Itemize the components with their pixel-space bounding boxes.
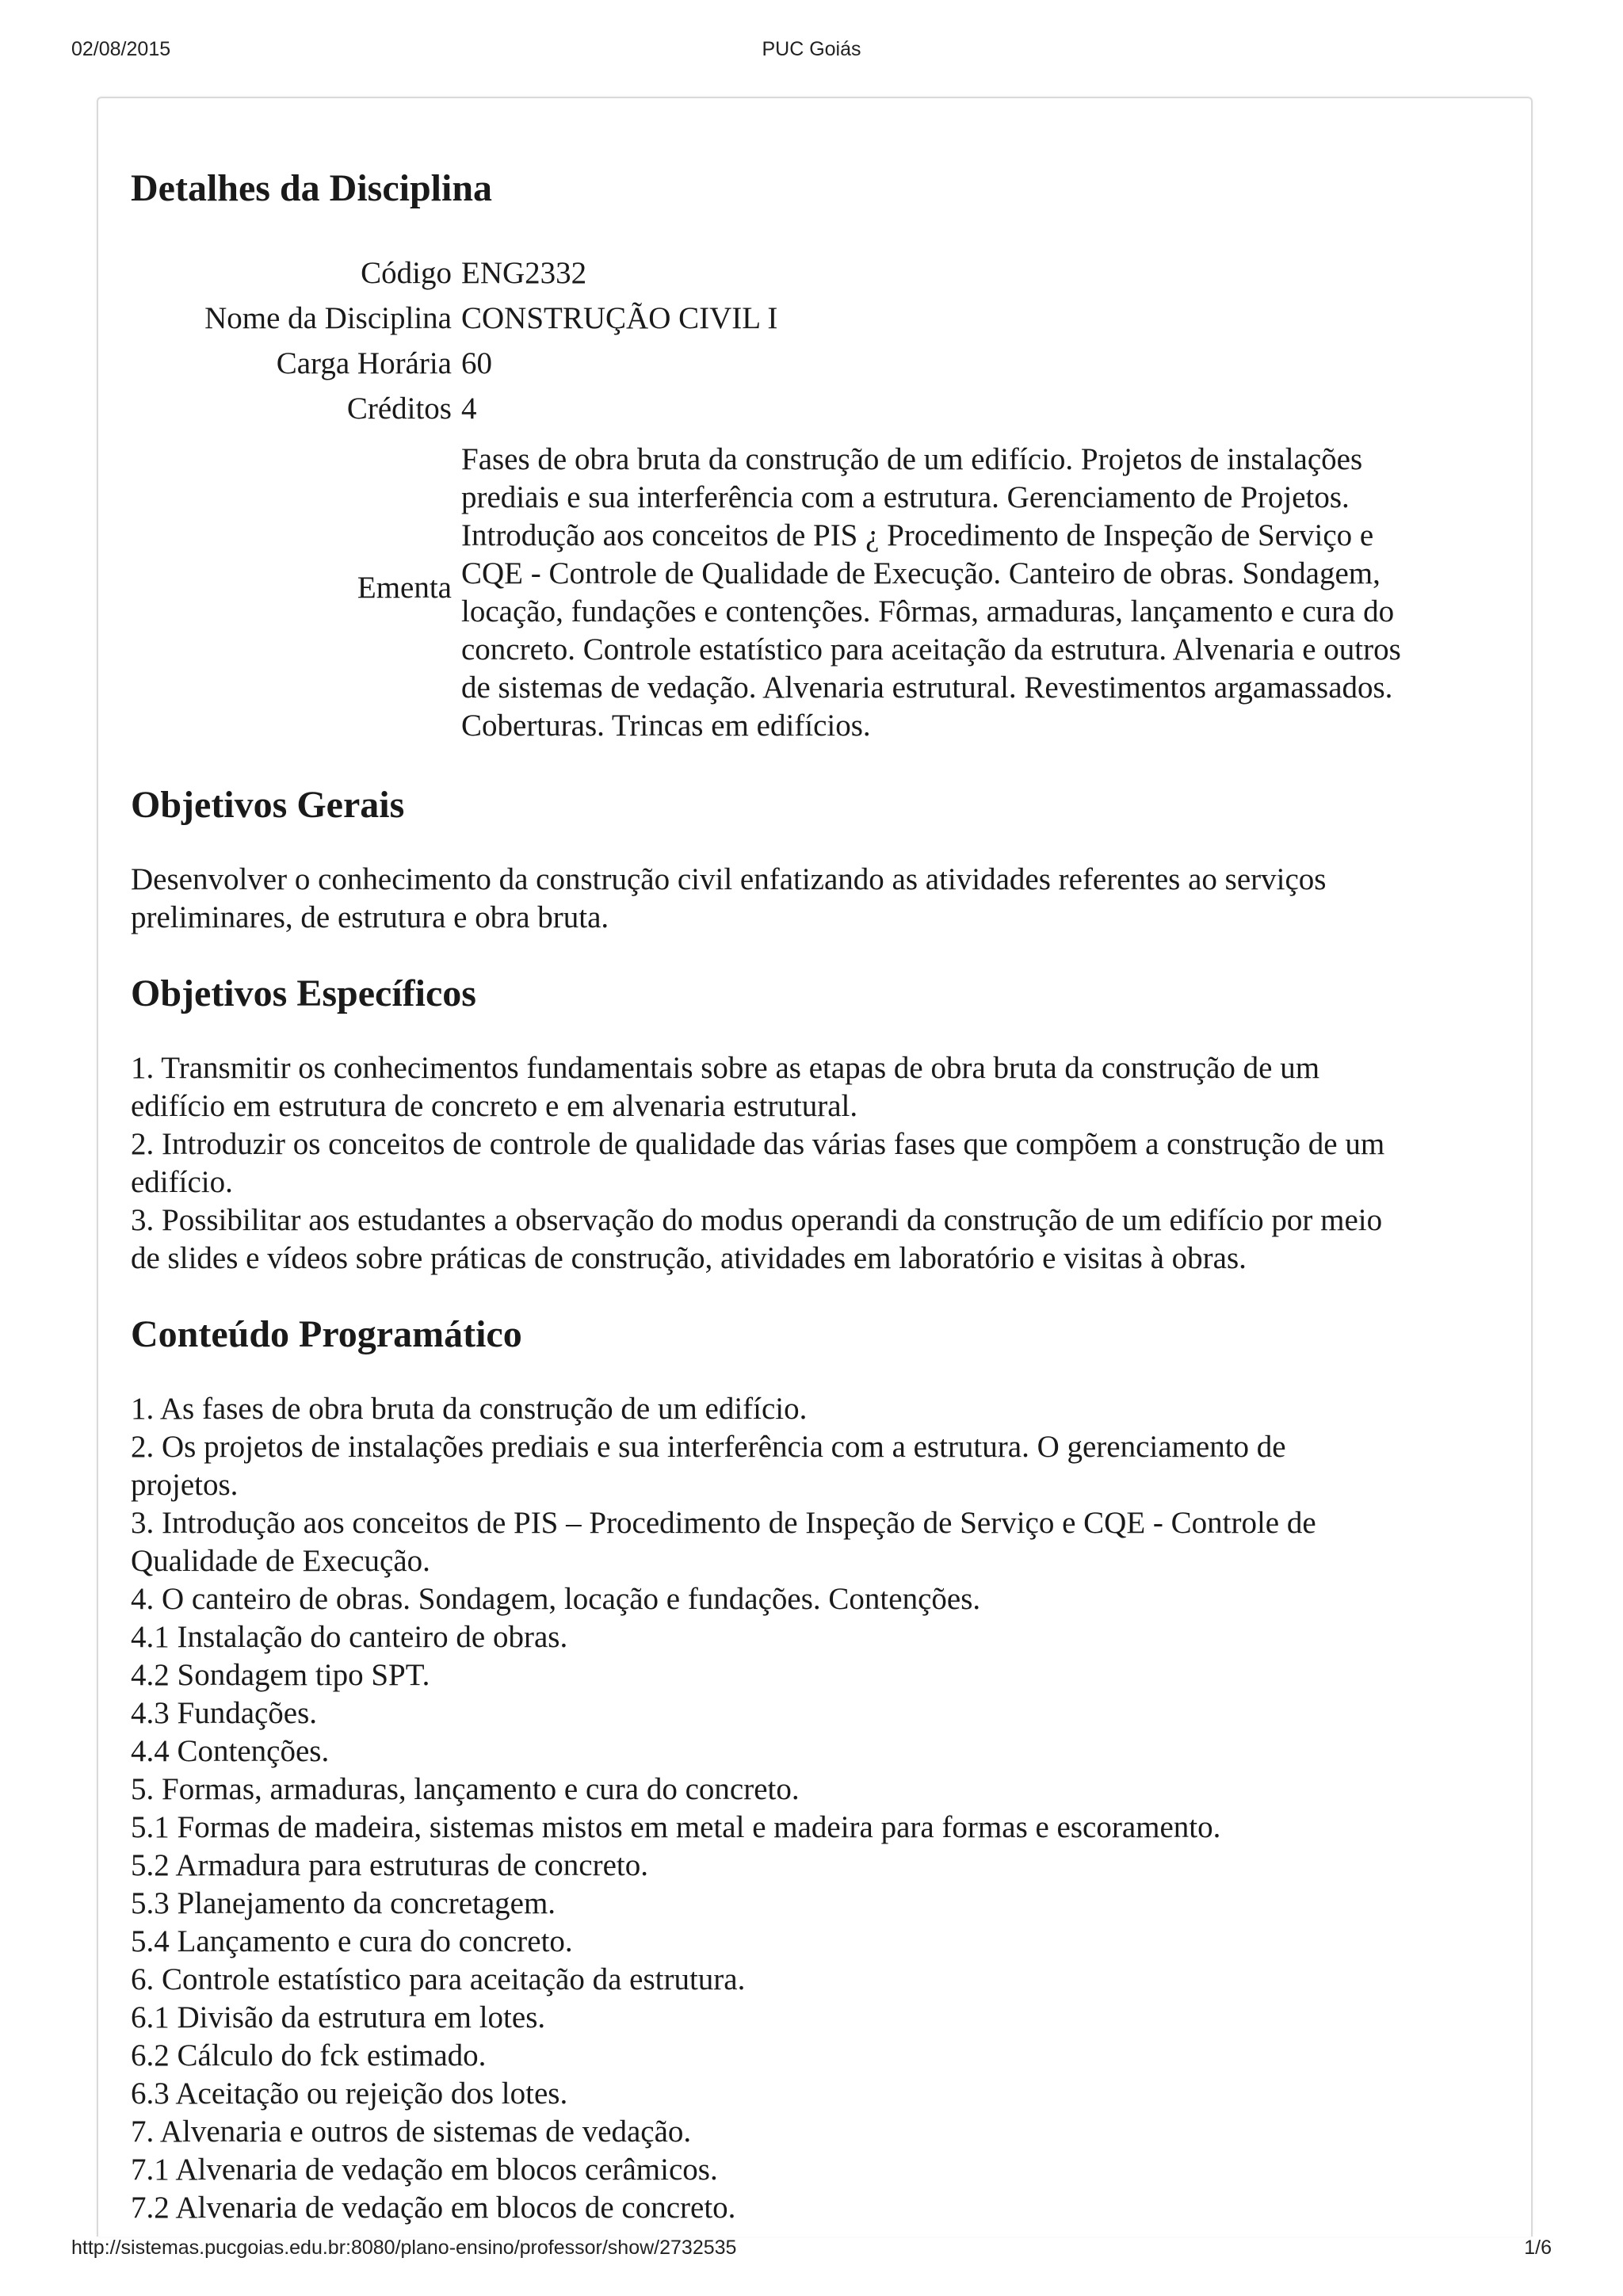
list-item: 6.3 Aceitação ou rejeição dos lotes. (131, 2076, 568, 2111)
list-item: 5.2 Armadura para estruturas de concreto. (131, 1848, 648, 1882)
detail-value: 60 (461, 346, 492, 380)
list-item: 3. Introdução aos conceitos de PIS – Procedimento de Inspeção de Serviço e CQE - Controle de (131, 1506, 1316, 1540)
ementa-text (461, 431, 1494, 745)
list-item: Qualidade de Execução. (131, 1544, 430, 1578)
detail-value: ENG2332 (461, 255, 587, 290)
objetivos-especificos-text (131, 1049, 1494, 1278)
text-line: de slides e vídeos sobre práticas de construção, atividades em laboratório e visitas à obras. (131, 1241, 1247, 1275)
detail-row-creditos (131, 386, 1494, 431)
list-item: 5.4 Lançamento e cura do concreto. (131, 1924, 573, 1958)
list-item: 7.2 Alvenaria de vedação em blocos de concreto. (131, 2191, 736, 2225)
list-item: 7.1 Alvenaria de vedação em blocos cerâmicos. (131, 2153, 718, 2187)
objetivos-gerais-text (131, 861, 1494, 937)
objetivos-gerais-title: Objetivos Gerais (131, 784, 405, 826)
list-item: projetos. (131, 1468, 239, 1502)
list-item: 4.1 Instalação do canteiro de obras. (131, 1620, 568, 1654)
list-item: 4.4 Contenções. (131, 1734, 330, 1768)
main-content (131, 166, 1494, 2227)
ementa-line: Fases de obra bruta da construção de um edifício. Projetos de instalações (461, 442, 1363, 476)
detail-label: Créditos (346, 391, 452, 426)
text-line: edifício. (131, 1165, 233, 1199)
conteudo-list (131, 1390, 1494, 2227)
ementa-line: concreto. Controle estatístico para aceitação da estrutura. Alvenaria e outros (461, 632, 1401, 667)
objetivos-especificos-title: Objetivos Específicos (131, 972, 476, 1014)
detail-row-carga (131, 341, 1494, 386)
page-number: 1/6 (1524, 2237, 1552, 2259)
list-item: 6.1 Divisão da estrutura em lotes. (131, 2000, 546, 2034)
print-date: 02/08/2015 (71, 38, 171, 60)
detail-row-ementa (131, 431, 1494, 745)
list-item: 5.3 Planejamento da concretagem. (131, 1886, 556, 1920)
list-item: 7. Alvenaria e outros de sistemas de vedação. (131, 2115, 692, 2149)
detalhes-title: Detalhes da Disciplina (131, 167, 493, 209)
list-item: 2. Os projetos de instalações prediais e sua interferência com a estrutura. O gerenciamento de (131, 1430, 1286, 1464)
text-line: edifício em estrutura de concreto e em alvenaria estrutural. (131, 1089, 858, 1123)
ementa-line: Introdução aos conceitos de PIS ¿ Procedimento de Inspeção de Serviço e (461, 518, 1374, 552)
print-site-title: PUC Goiás (762, 38, 861, 60)
detail-label: Nome da Disciplina (204, 300, 452, 335)
list-item: 1. As fases de obra bruta da construção de um edifício. (131, 1392, 808, 1426)
list-item: 4. O canteiro de obras. Sondagem, locação e fundações. Contenções. (131, 1582, 981, 1616)
text-line: 1. Transmitir os conhecimentos fundamentais sobre as etapas de obra bruta da construção de um (131, 1051, 1320, 1085)
text-line: 2. Introduzir os conceitos de controle de qualidade das várias fases que compõem a construção de um (131, 1127, 1385, 1161)
text-line: Desenvolver o conhecimento da construção civil enfatizando as atividades referentes ao serviços (131, 862, 1327, 896)
ementa-line: Coberturas. Trincas em edifícios. (461, 709, 871, 743)
detail-row-nome (131, 296, 1494, 341)
list-item: 4.2 Sondagem tipo SPT. (131, 1658, 430, 1692)
print-url: http://sistemas.pucgoias.edu.br:8080/plano-ensino/professor/show/2732535 (71, 2237, 737, 2259)
conteudo-title: Conteúdo Programático (131, 1313, 522, 1355)
list-item: 4.3 Fundações. (131, 1696, 318, 1730)
print-footer (0, 2237, 1623, 2268)
print-header (0, 38, 1623, 70)
detail-label: Ementa (357, 571, 452, 605)
detail-row-codigo (131, 250, 1494, 296)
list-item: 6. Controle estatístico para aceitação da estrutura. (131, 1962, 746, 1996)
list-item: 5.1 Formas de madeira, sistemas mistos em metal e madeira para formas e escoramento. (131, 1810, 1221, 1844)
detail-value: CONSTRUÇÃO CIVIL I (461, 300, 778, 335)
ementa-line: locação, fundações e contenções. Fôrmas, armaduras, lançamento e cura do (461, 594, 1395, 628)
ementa-line: CQE - Controle de Qualidade de Execução. Canteiro de obras. Sondagem, (461, 556, 1381, 590)
list-item: 6.2 Cálculo do fck estimado. (131, 2038, 487, 2073)
detail-value: 4 (461, 391, 477, 426)
ementa-line: de sistemas de vedação. Alvenaria estrutural. Revestimentos argamassados. (461, 670, 1393, 705)
text-line: preliminares, de estrutura e obra bruta. (131, 900, 609, 934)
ementa-line: prediais e sua interferência com a estrutura. Gerenciamento de Projetos. (461, 480, 1350, 514)
detail-label: Carga Horária (276, 346, 452, 380)
list-item: 5. Formas, armaduras, lançamento e cura do concreto. (131, 1772, 800, 1806)
detail-label: Código (361, 255, 452, 290)
text-line: 3. Possibilitar aos estudantes a observação do modus operandi da construção de um edifício por meio (131, 1203, 1383, 1237)
details-table (131, 250, 1494, 745)
